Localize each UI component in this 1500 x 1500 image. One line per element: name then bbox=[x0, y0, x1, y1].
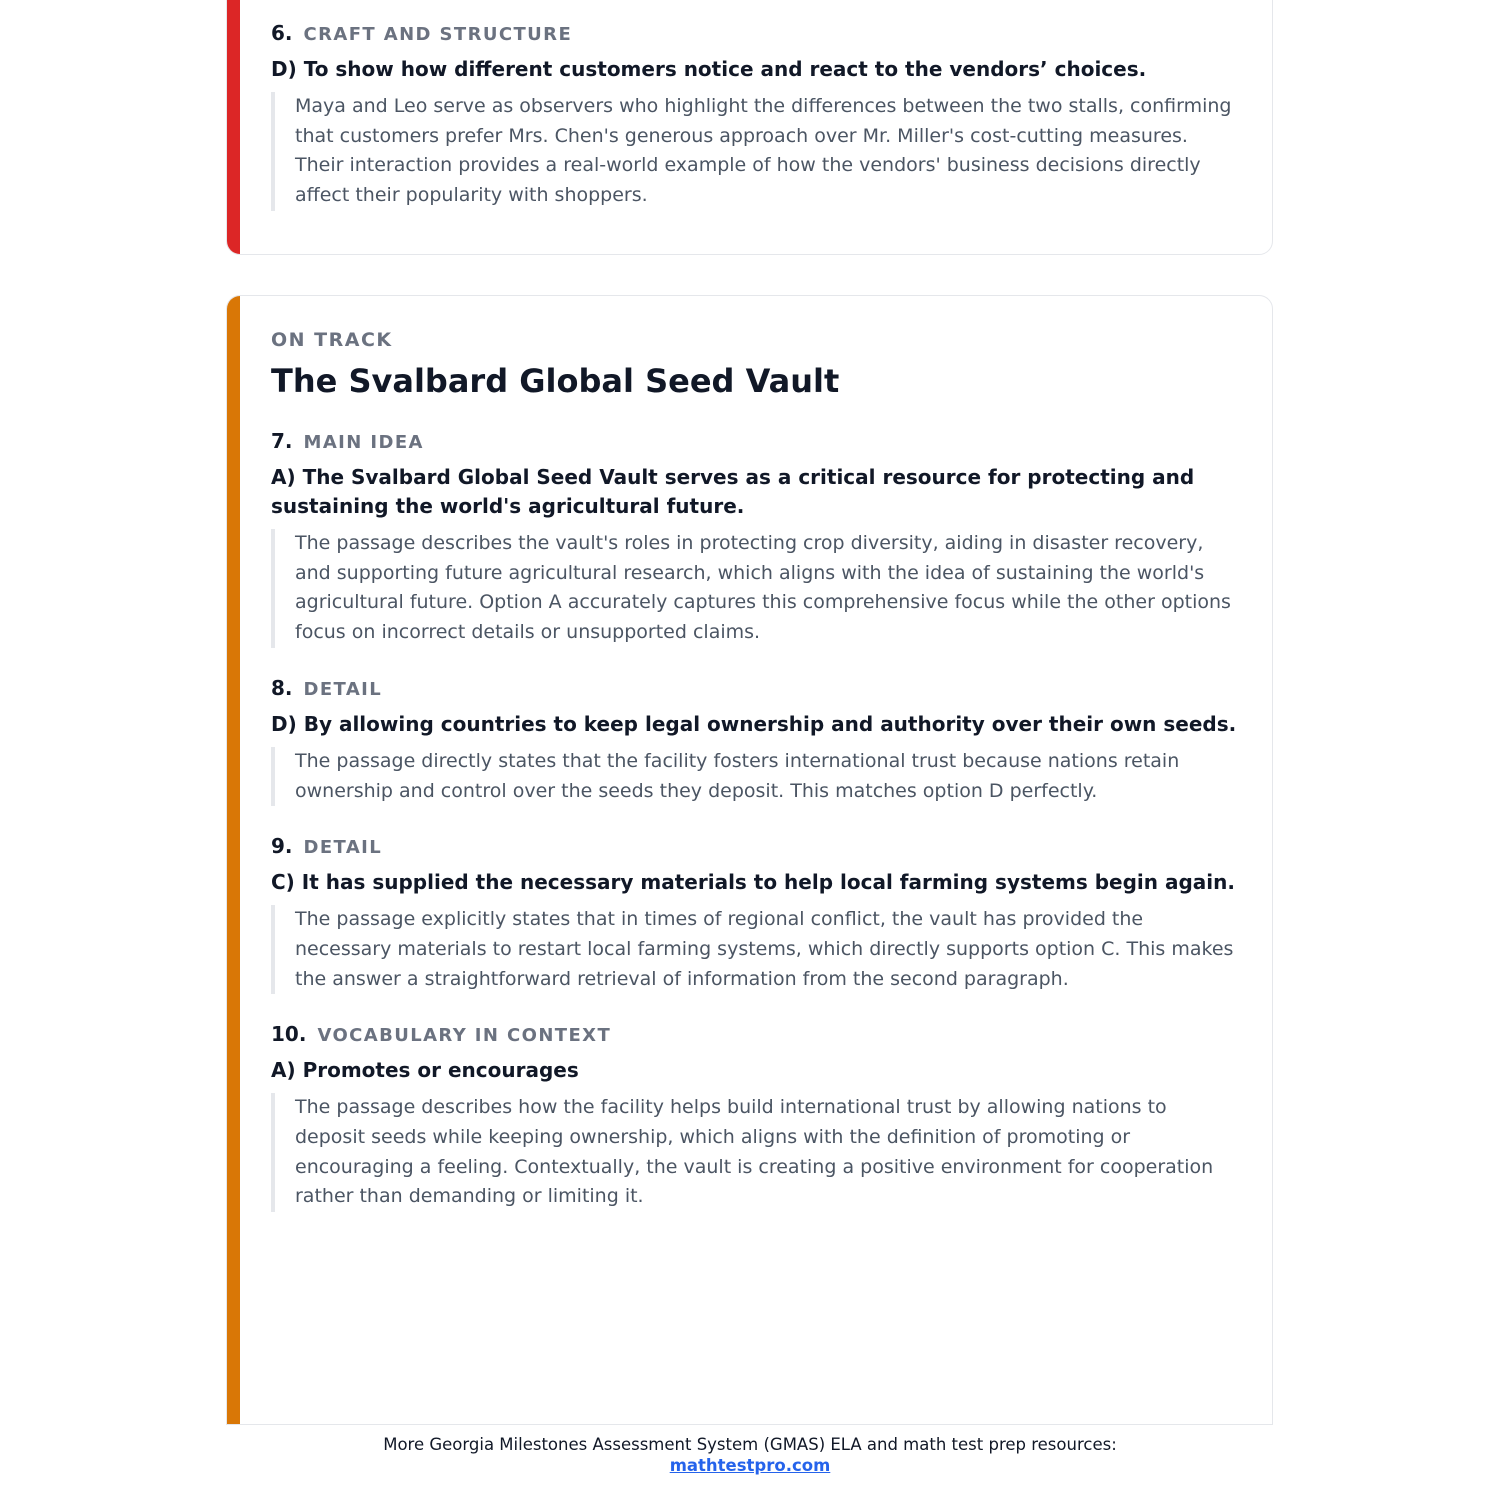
question-7 bbox=[271, 429, 1240, 648]
question-6 bbox=[271, 21, 1240, 211]
footer-text: More Georgia Milestones Assessment System (GMAS) ELA and math test prep resources: bbox=[383, 1435, 1117, 1454]
question-explanation: The passage explicitly states that in times of regional conflict, the vault has provided the necessary materials to restart local farming systems, which directly supports option C. This makes the answer a straightforward retrieval of information from the second paragraph. bbox=[271, 905, 1240, 994]
question-header bbox=[271, 676, 1240, 700]
question-8 bbox=[271, 676, 1240, 806]
question-10 bbox=[271, 1022, 1240, 1212]
question-number: 8. bbox=[271, 675, 293, 700]
answer-card-svalbard bbox=[226, 295, 1273, 1425]
question-9 bbox=[271, 834, 1240, 994]
card-accent-bar-red bbox=[227, 0, 240, 254]
question-number: 6. bbox=[271, 21, 293, 45]
question-answer: A) The Svalbard Global Seed Vault serves as a critical resource for protecting and sustaining the world's agricultural future. bbox=[271, 465, 1195, 518]
question-number: 7. bbox=[271, 429, 293, 453]
question-header bbox=[271, 21, 1240, 45]
question-skill: MAIN IDEA bbox=[303, 432, 424, 453]
question-header bbox=[271, 834, 1240, 858]
page-footer bbox=[0, 1434, 1500, 1476]
question-answer: A) Promotes or encourages bbox=[271, 1058, 579, 1083]
question-explanation: The passage directly states that the facility fosters international trust because nations retain ownership and control over the seeds they deposit. This matches option D perfectly. bbox=[271, 747, 1240, 806]
question-number: 9. bbox=[271, 834, 293, 859]
card-content bbox=[271, 21, 1240, 239]
question-explanation: The passage describes the vault's roles in protecting crop diversity, aiding in disaster recovery, and supporting future agricultural research, which aligns with the idea of sustaining the world's agricultural future. Option A accurately captures this comprehensive focus while the other options focus on incorrect details or unsupported claims. bbox=[271, 529, 1240, 648]
card-accent-bar-orange bbox=[227, 296, 240, 1424]
question-skill: VOCABULARY IN CONTEXT bbox=[317, 1025, 612, 1047]
question-explanation: The passage describes how the facility helps build international trust by allowing nations to deposit seeds while keeping ownership, which aligns with the definition of promoting or encouraging a feeling. Contextually, the vault is creating a positive environment for cooperation rather than demanding or limiting it. bbox=[271, 1093, 1240, 1212]
question-number: 10. bbox=[271, 1022, 307, 1047]
passage-title: The Svalbard Global Seed Vault bbox=[271, 362, 840, 400]
card-content bbox=[271, 329, 1240, 1240]
question-skill: DETAIL bbox=[303, 678, 383, 700]
answer-card-previous bbox=[226, 0, 1273, 255]
question-header bbox=[271, 429, 1240, 453]
question-answer: D) To show how different customers notice and react to the vendors’ choices. bbox=[271, 57, 1147, 81]
question-answer: D) By allowing countries to keep legal ownership and authority over their own seeds. bbox=[271, 711, 1237, 736]
footer-link[interactable]: mathtestpro.com bbox=[669, 1456, 831, 1475]
question-skill: CRAFT AND STRUCTURE bbox=[303, 24, 573, 45]
track-label: ON TRACK bbox=[271, 329, 393, 351]
question-explanation: Maya and Leo serve as observers who highlight the differences between the two stalls, confirming that customers prefer Mrs. Chen's generous approach over Mr. Miller's cost-cutting measures. Their interaction provides a real-world example of how the vendors' business decisions directly affect their popularity with shoppers. bbox=[271, 92, 1240, 211]
question-skill: DETAIL bbox=[303, 837, 383, 859]
question-header bbox=[271, 1022, 1240, 1046]
question-answer: C) It has supplied the necessary materials to help local farming systems begin again. bbox=[271, 870, 1235, 895]
